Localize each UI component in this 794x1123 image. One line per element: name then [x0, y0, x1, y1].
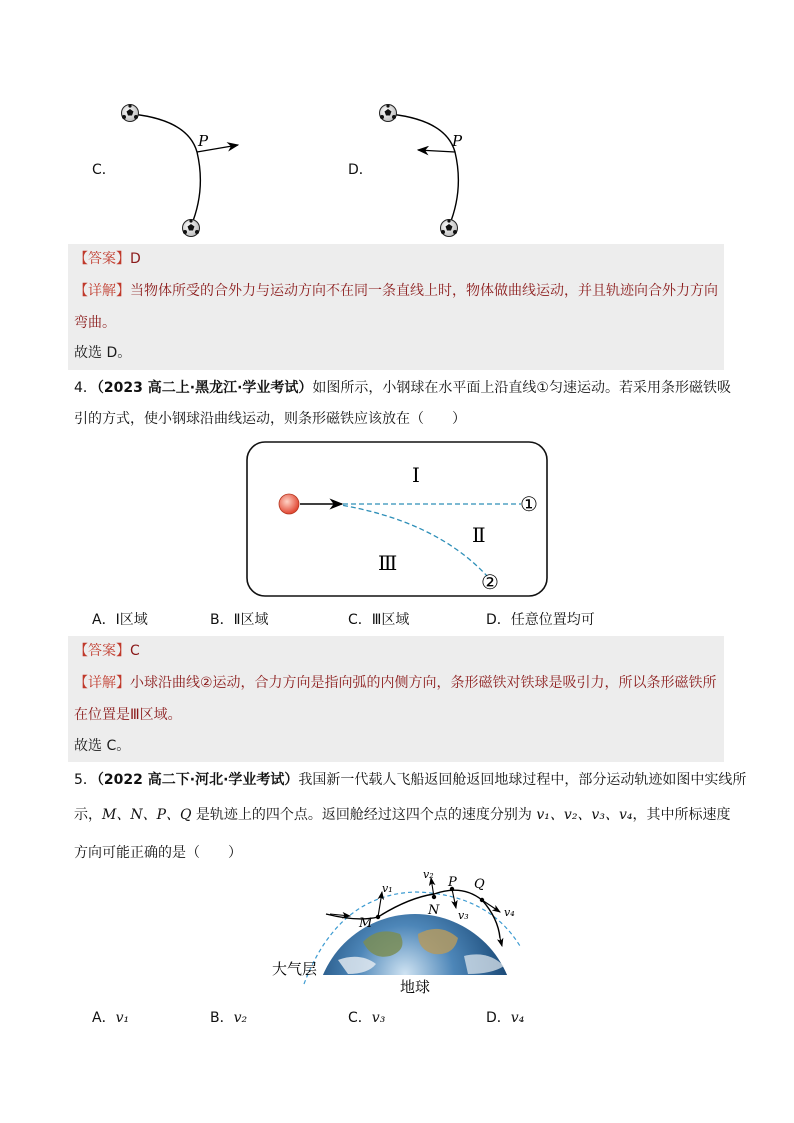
- soccer-ball-icon: [380, 104, 397, 121]
- label-m: M: [359, 916, 373, 931]
- answer-line: [74, 641, 140, 661]
- detail-text: 小球沿曲线②运动，合力方向是指向弧的内侧方向，条形磁铁对铁球是吸引力，所以条形磁铁所: [130, 675, 717, 691]
- force-arrow: [418, 150, 455, 152]
- option-label: D．: [486, 612, 511, 628]
- option-label: C．: [348, 612, 372, 628]
- q4-stem-line2: 引的方式，使小钢球沿曲线运动，则条形磁铁应该放在（ ）: [74, 411, 466, 427]
- q5-option-d[interactable]: [486, 1008, 524, 1028]
- option-d-figure: [368, 98, 518, 238]
- velocity-v1-arrow: [378, 892, 382, 917]
- detail-tag: 【详解】: [74, 283, 130, 299]
- q5-stem-line2: [74, 805, 730, 825]
- detail-line-2: 弯曲。: [74, 315, 116, 331]
- soccer-ball-icon: [122, 104, 139, 121]
- answer-tag: 【答案】: [74, 251, 130, 267]
- q4-option-c[interactable]: [348, 610, 409, 630]
- trajectory-curve: [132, 114, 200, 226]
- q4-source: （2023 高二上·黑龙江·学业考试）: [96, 380, 313, 396]
- option-label: A．: [92, 1010, 116, 1026]
- detail-text: 当物体所受的合外力与运动方向不在同一条直线上时，物体做曲线运动，并且轨迹向合外力方向: [130, 283, 718, 299]
- option-text: v₃: [371, 1010, 386, 1026]
- option-text: Ⅰ区域: [115, 612, 148, 628]
- trajectory-curve: [390, 114, 458, 226]
- velocity-v3-arrow: [452, 889, 456, 908]
- stem-text: 示，: [74, 807, 102, 823]
- stem-text: ，其中所标速度: [632, 807, 731, 823]
- direction-arrow: [500, 938, 502, 946]
- q4-figure: [245, 440, 550, 598]
- option-label: B．: [210, 1010, 234, 1026]
- option-text: v₁: [115, 1010, 130, 1026]
- detail-line: [74, 281, 718, 301]
- stem-speeds: v₁、v₂、v₃、v₄: [536, 807, 633, 823]
- q4-option-b[interactable]: [210, 610, 269, 630]
- answer-panel: [68, 636, 724, 762]
- soccer-ball-icon: [183, 219, 200, 236]
- option-label: D．: [486, 1010, 511, 1026]
- soccer-ball-icon: [441, 219, 458, 236]
- option-text: v₄: [510, 1010, 525, 1026]
- region-2-label: Ⅱ: [472, 523, 486, 547]
- q5-option-a[interactable]: [92, 1008, 129, 1028]
- q5-option-b[interactable]: [210, 1008, 247, 1028]
- detail-line: [74, 673, 717, 693]
- earth-label: 地球: [400, 978, 431, 996]
- path-2-label: ②: [481, 570, 499, 594]
- steel-ball: [279, 494, 299, 514]
- q5-stem: 我国新一代载人飞船返回舱返回地球过程中，部分运动轨迹如图中实线所: [298, 772, 747, 788]
- answer-line: [74, 249, 141, 269]
- option-label: C．: [348, 1010, 372, 1026]
- label-v1: v₁: [382, 882, 393, 895]
- q5-figure: [268, 864, 530, 996]
- point-p-label: P: [198, 132, 209, 150]
- q5-stem-line1: [74, 770, 746, 790]
- answer-tag: 【答案】: [74, 643, 130, 659]
- q5-source: （2022 高二下·河北·学业考试）: [96, 772, 299, 788]
- choose-text: 故选 C。: [74, 738, 131, 754]
- label-v2: v₂: [423, 868, 434, 881]
- option-c-figure: [110, 98, 260, 238]
- choose-text: 故选 D。: [74, 345, 132, 361]
- q4-option-a[interactable]: [92, 610, 148, 630]
- option-c-label: C．: [92, 162, 116, 178]
- region-3-label: Ⅲ: [378, 551, 398, 575]
- q5-number: 5．: [74, 772, 97, 788]
- label-v3: v₃: [458, 909, 469, 922]
- answer-value: C: [130, 643, 140, 659]
- option-label: B．: [210, 612, 234, 628]
- option-label: A．: [92, 612, 116, 628]
- option-text: 任意位置均可: [510, 612, 595, 628]
- q5-option-c[interactable]: [348, 1008, 385, 1028]
- option-text: Ⅱ区域: [233, 612, 269, 628]
- option-d-label: D．: [348, 162, 373, 178]
- detail-line-2: 在位置是Ⅲ区域。: [74, 707, 182, 723]
- point-p-label: P: [452, 132, 463, 150]
- q4-option-d[interactable]: [486, 610, 595, 630]
- region-1-label: Ⅰ: [412, 463, 420, 487]
- label-n: N: [428, 903, 440, 918]
- path-1-label: ①: [520, 492, 538, 516]
- stem-text: 是轨迹上的四个点。返回舱经过这四个点的速度分别为: [191, 807, 537, 823]
- option-text: Ⅲ区域: [371, 612, 410, 628]
- label-p: P: [448, 875, 457, 890]
- q4-stem: 如图所示，小钢球在水平面上沿直线①匀速运动。若采用条形磁铁吸: [312, 380, 731, 396]
- answer-panel: [68, 244, 724, 370]
- answer-value: D: [130, 251, 141, 267]
- label-v4: v₄: [504, 906, 515, 919]
- atmosphere-label: 大气层: [272, 960, 318, 978]
- option-text: v₂: [233, 1010, 248, 1026]
- q4-number: 4．: [74, 380, 97, 396]
- q4-stem-line1: [74, 378, 731, 398]
- stem-points: M、N、P、Q: [102, 807, 192, 823]
- detail-tag: 【详解】: [74, 675, 130, 691]
- label-q: Q: [474, 877, 485, 892]
- q5-stem-line3: 方向可能正确的是（ ）: [74, 845, 242, 861]
